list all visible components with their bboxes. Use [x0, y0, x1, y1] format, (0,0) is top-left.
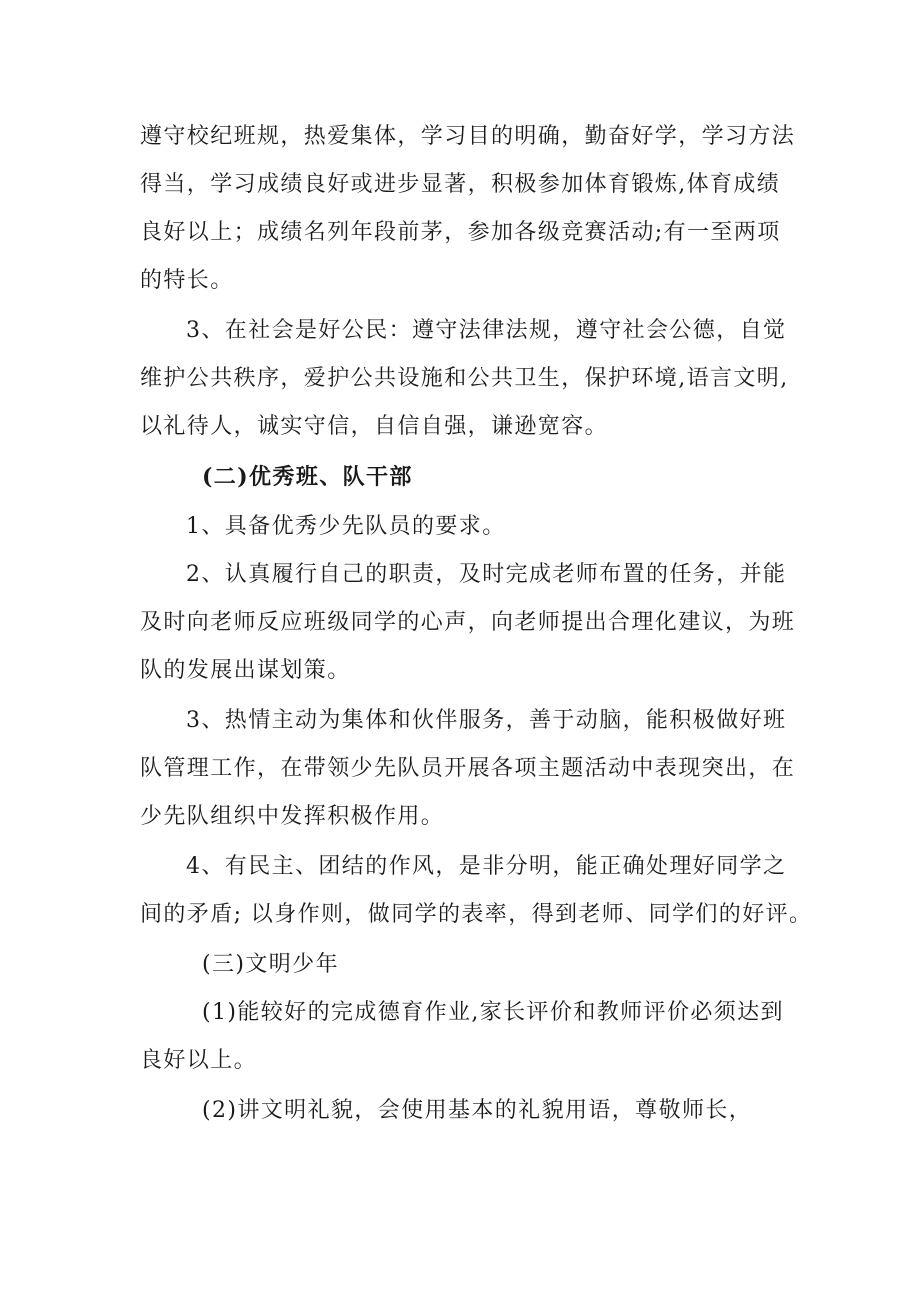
section-heading: (三)文明少年 — [202, 952, 339, 977]
paragraph-line: 及时向老师反应班级同学的心声，向老师提出合理化建议，为班 — [140, 610, 796, 635]
paragraph-line: 1、具备优秀少先队员的要求。 — [186, 514, 506, 539]
paragraph-line: 的特长。 — [140, 268, 234, 293]
paragraph-line: 良好以上。 — [140, 1048, 258, 1073]
paragraph-line: (1)能较好的完成德育作业,家长评价和教师评价必须达到 — [202, 1000, 784, 1025]
paragraph-line: (2)讲文明礼貌，会使用基本的礼貌用语，尊敬师长， — [202, 1098, 753, 1123]
paragraph-line: 良好以上；成绩名列年段前茅，参加各级竞赛活动;有一至两项 — [140, 220, 781, 245]
paragraph-line: 队的发展出谋划策。 — [140, 658, 351, 683]
paragraph-line: 2、认真履行自己的职责，及时完成老师布置的任务，并能 — [186, 562, 787, 587]
paragraph-line: 队管理工作，在带领少先队员开展各项主题活动中表现突出，在 — [140, 756, 796, 781]
paragraph-line: 3、热情主动为集体和伙伴服务，善于动脑，能积极做好班 — [186, 708, 787, 733]
paragraph-line: 少先队组织中发挥积极作用。 — [140, 804, 445, 829]
paragraph-line: 得当，学习成绩良好或进步显著，积极参加体育锻炼,体育成绩 — [140, 172, 781, 197]
paragraph-line: 间的矛盾; 以身作则，做同学的表率，得到老师、同学们的好评。 — [140, 902, 813, 927]
paragraph-line: 遵守校纪班规，热爱集体，学习目的明确，勤奋好学，学习方法 — [140, 124, 796, 149]
paragraph-line: 4、有民主、团结的作风，是非分明，能正确处理好同学之 — [186, 854, 787, 879]
paragraph-line: 以礼待人，诚实守信，自信自强，谦逊宽容。 — [140, 414, 609, 439]
paragraph-line: 维护公共秩序，爱护公共设施和公共卫生，保护环境,语言文明, — [140, 366, 789, 391]
section-heading: (二)优秀班、队干部 — [202, 464, 413, 490]
paragraph-line: 3、在社会是好公民：遵守法律法规，遵守社会公德，自觉 — [186, 318, 787, 343]
